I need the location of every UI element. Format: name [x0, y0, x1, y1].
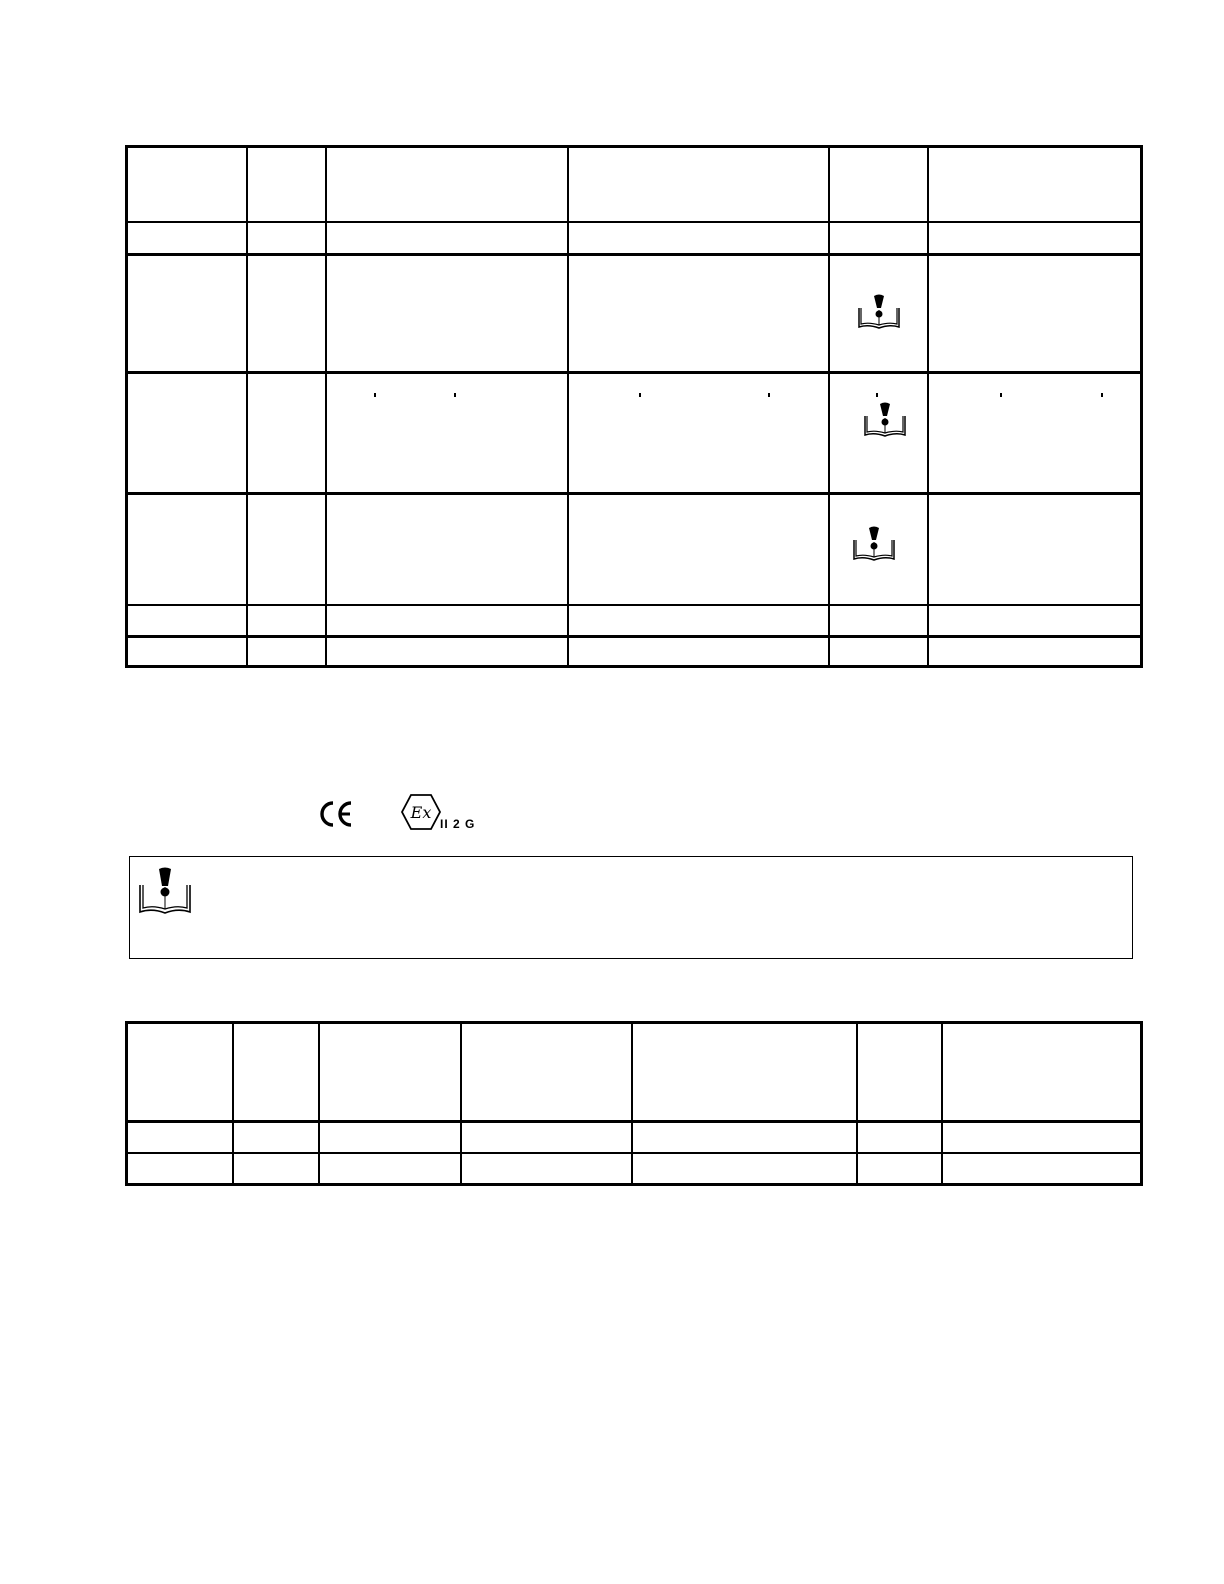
table-2-border [125, 1021, 128, 1186]
table-2-rule [125, 1120, 1143, 1123]
table-2-column-rule [460, 1021, 462, 1186]
ex-group-label: II 2 G [440, 817, 476, 831]
table-2-column-rule [941, 1021, 943, 1186]
table-2-rule [125, 1152, 1143, 1154]
svg-text:Ex: Ex [410, 803, 432, 822]
table-2-border [125, 1183, 1143, 1186]
table-2-column-rule [856, 1021, 858, 1186]
table-2-column-rule [318, 1021, 320, 1186]
table-2-border [125, 1021, 1143, 1024]
table-2-border [1140, 1021, 1143, 1186]
table-2-column-rule [232, 1021, 234, 1186]
table-2-column-rule [631, 1021, 633, 1186]
